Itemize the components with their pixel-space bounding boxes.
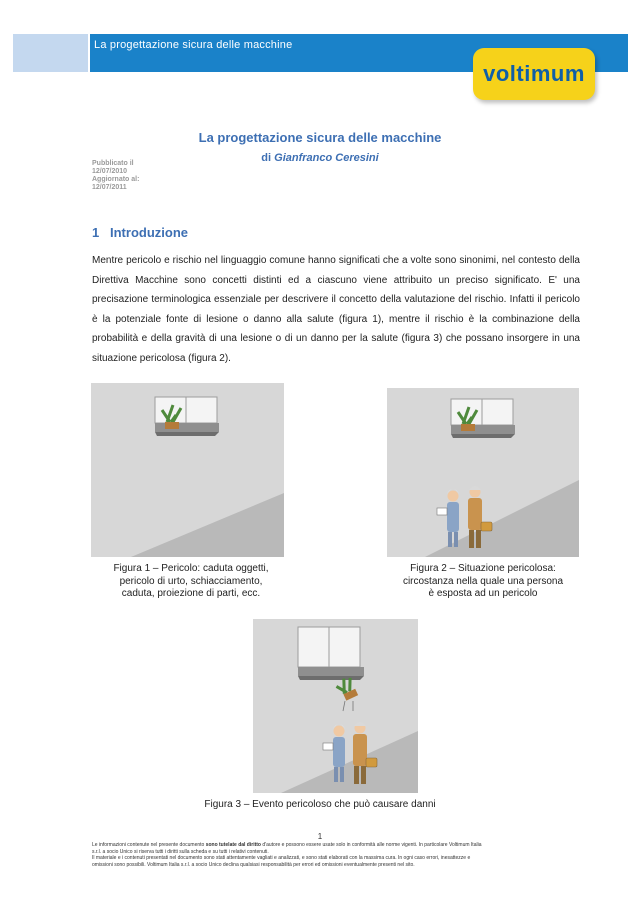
intro-paragraph: Mentre pericolo e rischio nel linguaggio comune hanno significati che a volte sono sinonimi, nel contesto della Direttiva Macchine sono concetti distinti ed a ciascuno viene attribuito un preciso significato. E' una precisazione terminologica essenziale per descrivere il concetto della valutazione del rischio. Infatti il pericolo è la potenziale fonte di lesione o danno alla salute (figura 1), mentre il rischio è la combinazione della probabilità e della gravità di una lesione o di un danno per la salute (figura 3) che possano insorgere in una situazione pericolosa (figura 2). (92, 255, 580, 364)
publication-meta (92, 160, 139, 192)
footer-line-2: s.r.l. a socio Unico si riserva tutti i diritti sulla scheda e su tutti i relativi contenuti. (92, 848, 269, 855)
footer-line-1-bold: sono tutelate dal diritto (205, 842, 261, 848)
logo-text: voltimum (483, 61, 585, 86)
updated-date: 12/07/2011 (92, 184, 127, 191)
voltimum-logo (473, 48, 595, 100)
section-number: 1 (92, 225, 100, 240)
figure-1-caption (86, 563, 296, 601)
author-name: Gianfranco Ceresini (274, 152, 379, 164)
section-title: Introduzione (110, 225, 188, 240)
figure-1-caption-line2: pericolo di urto, schiacciamento, (119, 575, 263, 587)
published-date: 12/07/2010 (92, 168, 128, 175)
figure-2-caption-line1: Figura 2 – Situazione pericolosa: (410, 563, 556, 574)
updated-label: Aggiornato al: (92, 176, 140, 183)
figure-2-caption-line3: è esposta ad un pericolo (428, 588, 538, 599)
figure-3-illustration (253, 619, 418, 793)
footer-line-3: Il materiale e i contenuti presentati nel documento sono stati attentamente vagliati e analizzati, e sono stati elaborati con la massima cura. In ogni caso errori, inesattezze e (92, 855, 471, 861)
figure-2-caption-line2: circostanza nella quale una persona (402, 575, 564, 587)
section-heading (92, 225, 188, 240)
published-label: Pubblicato il (92, 160, 134, 167)
footer-line-4: omissioni sono possibili. Voltimum Italia s.r.l. a socio Unico declina qualsiasi responsabilità per errori ed omissioni eventualmente presenti nel sito. (92, 861, 415, 868)
figure-1-caption-line1: Figura 1 – Pericolo: caduta oggetti, (113, 563, 269, 574)
header-left-block (13, 34, 88, 72)
author-prefix: di (261, 152, 275, 164)
figure-3-caption-text: Figura 3 – Evento pericoloso che può causare danni (204, 799, 436, 810)
figure-2-caption (383, 563, 583, 601)
document-title: La progettazione sicura delle macchine (198, 130, 442, 145)
footer-line-1a: Le informazioni contenute nel presente documento (92, 842, 206, 848)
figure-3-svg (253, 619, 418, 793)
footer-line-1b: d'autore e possono essere usate solo in conformità alle norme vigenti. In particolare Voltimum Italia (260, 842, 482, 848)
figure-2-svg (387, 388, 579, 557)
header-title: La progettazione sicura delle macchine (94, 39, 293, 51)
figure-1-illustration (91, 383, 284, 557)
figure-1-caption-line3: caduta, proiezione di parti, ecc. (121, 588, 261, 599)
figure-2-illustration (387, 388, 579, 557)
legal-footer (92, 842, 562, 868)
page-number: 1 (317, 832, 323, 841)
figure-1-svg (91, 383, 284, 557)
figure-3-caption (180, 799, 460, 812)
